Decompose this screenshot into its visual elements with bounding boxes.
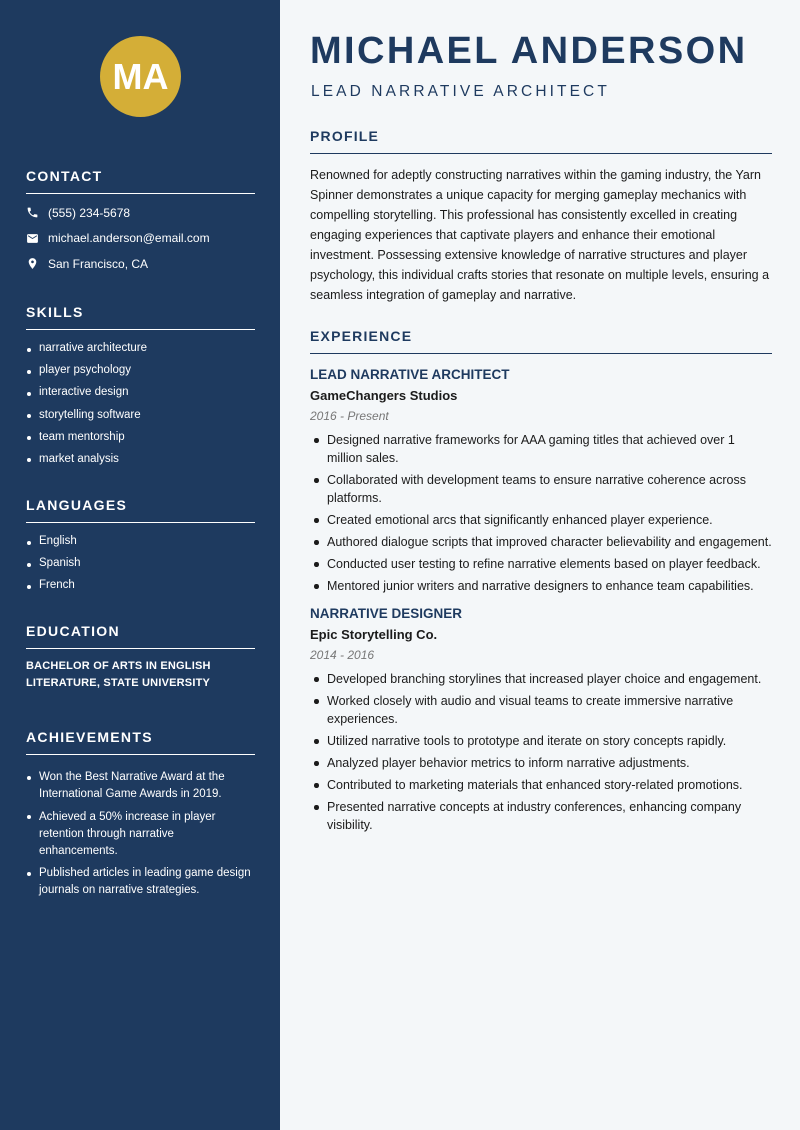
contact-heading: CONTACT [26,168,255,194]
job-bullet: Created emotional arcs that significantly enhanced player experience. [310,511,772,529]
candidate-name: MICHAEL ANDERSON [310,30,748,72]
job-bullets [310,670,772,834]
education-heading: EDUCATION [26,623,255,649]
email-text: michael.anderson@email.com [48,231,210,246]
education-degree: BACHELOR OF ARTS IN ENGLISH LITERATURE, STATE UNIVERSITY [26,660,211,689]
avatar: MA [100,36,181,117]
job-bullet: Designed narrative frameworks for AAA gaming titles that achieved over 1 million sales. [310,431,772,467]
location-text: San Francisco, CA [48,256,149,271]
job-bullet: Presented narrative concepts at industry conferences, enhancing company visibility. [310,798,772,834]
job-bullet: Contributed to marketing materials that enhanced story-related promotions. [310,776,772,794]
job-entry [310,606,772,834]
job-role: NARRATIVE DESIGNER [310,606,463,621]
language-item: French [26,578,255,600]
profile-section [310,128,772,305]
job-bullet: Authored dialogue scripts that improved character believability and engagement. [310,533,772,551]
profile-text: Renowned for adeptly constructing narratives within the gaming industry, the Yarn Spinner demonstrates a unique capacity for merging gameplay mechanics with compelling storytelling. This professional has consistently excelled in creating engaging experiences that captivate players and enhance their emotional investment. Possessing extensive knowledge of narrative structures and player psychology, this individual crafts stories that resonate on multiple levels, ensuring a seamless integration of gameplay and narrative. [310,168,770,302]
education-section [26,623,255,692]
job-bullet: Mentored junior writers and narrative designers to enhance team capabilities. [310,577,772,595]
achievements-section [26,729,255,905]
profile-heading: PROFILE [310,128,772,154]
job-entry [310,367,772,595]
contact-location [26,251,255,277]
mail-icon [26,232,39,245]
contact-section [26,168,255,277]
languages-heading: LANGUAGES [26,497,255,523]
phone-icon [26,206,39,219]
experience-heading: EXPERIENCE [310,328,772,354]
skill-item: player psychology [26,363,255,385]
achievement-item: Won the Best Narrative Award at the International Game Awards in 2019. [26,769,255,803]
job-company: GameChangers Studios [310,388,458,403]
job-dates: 2016 - Present [310,409,389,423]
skill-item: narrative architecture [26,341,255,363]
language-item: English [26,534,255,556]
contact-phone [26,200,255,226]
job-company: Epic Storytelling Co. [310,627,438,642]
experience-section [310,328,772,838]
job-bullet: Conducted user testing to refine narrative elements based on player feedback. [310,555,772,573]
skill-item: interactive design [26,385,255,407]
job-bullet: Utilized narrative tools to prototype and iterate on story concepts rapidly. [310,732,772,750]
skill-item: market analysis [26,452,255,474]
candidate-title: LEAD NARRATIVE ARCHITECT [311,83,610,100]
skills-section [26,304,255,474]
contact-email [26,226,255,252]
job-dates: 2014 - 2016 [310,648,375,662]
location-pin-icon [26,257,39,270]
job-bullet: Worked closely with audio and visual teams to create immersive narrative experiences. [310,692,772,728]
achievements-heading: ACHIEVEMENTS [26,729,255,755]
job-bullet: Collaborated with development teams to ensure narrative coherence across platforms. [310,471,772,507]
sidebar [0,0,280,1130]
job-bullet: Developed branching storylines that increased player choice and engagement. [310,670,772,688]
phone-text: (555) 234-5678 [48,205,131,220]
job-bullets [310,431,772,595]
languages-list [26,534,255,601]
job-role: LEAD NARRATIVE ARCHITECT [310,367,510,382]
skills-heading: SKILLS [26,304,255,330]
skill-item: storytelling software [26,408,255,430]
languages-section [26,497,255,601]
skill-item: team mentorship [26,430,255,452]
achievements-list [26,769,255,899]
skills-list [26,341,255,474]
achievement-item: Achieved a 50% increase in player retention through narrative enhancements. [26,809,255,860]
achievement-item: Published articles in leading game design journals on narrative strategies. [26,865,255,899]
job-bullet: Analyzed player behavior metrics to inform narrative adjustments. [310,754,772,772]
language-item: Spanish [26,556,255,578]
